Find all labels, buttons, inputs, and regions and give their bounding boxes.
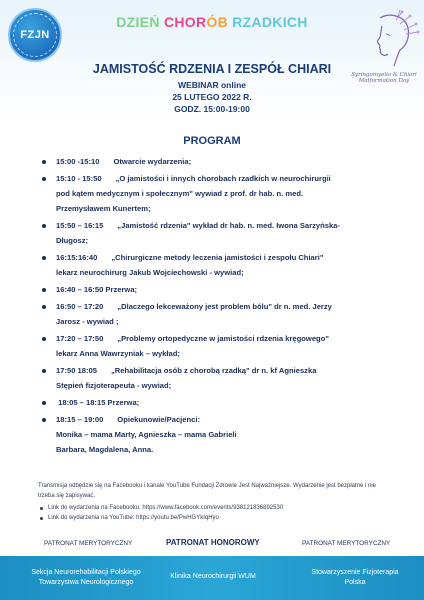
program-text: „Jamistość rdzenia" wykład dr hab. n. med. Iwona Sarzyńska- xyxy=(117,221,340,230)
program-text: „Dlaczego lekceważony jest problem bólu" dr n. med. Jerzy xyxy=(117,302,332,311)
program-time: 17:50 18:05 xyxy=(56,366,97,375)
program-item xyxy=(42,282,402,297)
program-time: 18:05 – 18:15 xyxy=(58,398,106,407)
program-item xyxy=(42,331,402,346)
program-item-cont: pod kątem medycznym i społecznym" wywiad z prof. dr hab. n. med. xyxy=(56,189,304,198)
event-title: JAMISTOŚĆ RDZENIA I ZESPÓŁ CHIARI xyxy=(92,62,332,76)
program-item xyxy=(42,218,402,233)
program-text: „Chirurgiczne metody leczenia jamistości i zespołu Chiari" xyxy=(111,253,324,262)
program-text: „Rehabilitacja osób z chorobą rzadką" dr n. kf Agnieszka xyxy=(110,366,317,375)
program-item-cont: Stępień fizjoterapeuta - wywiad; xyxy=(56,381,172,390)
header-word-3: RZADKICH xyxy=(232,14,308,30)
program-item xyxy=(42,154,402,169)
footer-band xyxy=(0,556,424,600)
program-text: Przerwa; xyxy=(107,398,140,407)
program-time: 16:40 – 16:50 xyxy=(56,285,104,294)
patronat-center: PATRONAT HONOROWY xyxy=(166,538,260,547)
portrait-caption: Syringomyelia & Chiari Malformation Day xyxy=(351,72,417,84)
event-format: WEBINAR online xyxy=(178,80,246,90)
footer-center: Klinika Neurochirurgii WUM xyxy=(170,573,256,580)
program-time: 16:15:16:40 xyxy=(56,253,98,262)
program-time: 17:20 – 17:50 xyxy=(56,334,104,343)
program-time: 15:00 -15:10 xyxy=(56,157,100,166)
footer-left xyxy=(20,568,152,587)
youtube-link[interactable]: Link do wydarzenia na YouTube: https://youtu.be/PwHGYkIqHyo xyxy=(38,513,378,523)
footer-right xyxy=(296,568,414,587)
footer-right-line2: Polska xyxy=(344,578,366,586)
program-item xyxy=(42,363,402,378)
program-item xyxy=(42,412,402,427)
program-time: 15:50 – 16:15 xyxy=(56,221,104,230)
program-time: 18:15 – 19:00 xyxy=(56,415,104,424)
program-time: 15:10 - 15:50 xyxy=(56,174,102,183)
program-time: 16:50 – 17:20 xyxy=(56,302,104,311)
program-text: „Problemy ortopedyczne w jamistości rdzenia kręgowego" xyxy=(117,334,329,343)
program-text: Otwarcie wydarzenia; xyxy=(113,157,192,166)
header-word-1: DZIEŃ xyxy=(116,14,160,30)
program-heading: PROGRAM xyxy=(183,135,241,147)
patronat-left: PATRONAT MERYTORYCZNY xyxy=(44,540,133,547)
program-text: „O jamistości i innych chorobach rzadkich w neurochirurgii xyxy=(115,174,331,183)
program-item xyxy=(42,171,402,186)
info-text: Transmisja odbędzie się na Facebooku i kanale YouTube Fundacji Zdrowie Jest Najważniejsze. Wydarzenie jest bezpłatne i nie trzeba się zapisywać. xyxy=(38,483,377,499)
patronat-right: PATRONAT MERYTORYCZNY xyxy=(302,540,391,547)
info-section xyxy=(38,481,378,523)
program-item xyxy=(42,250,402,265)
info-links xyxy=(38,503,378,523)
footer-left-line1: Sekcja Neurorehabilitacji Polskiego xyxy=(31,569,141,576)
logo-text: FZJN xyxy=(20,29,50,41)
footer-left-line2: Towarzystwa Neurologicznego xyxy=(38,578,134,586)
footer-right-line1: Stowarzyszenie Fizjoterapia xyxy=(311,569,399,576)
facebook-link[interactable]: Link do wydarzenia na Facebooku: https://www.facebook.com/events/938121836892530 xyxy=(38,503,378,513)
header-word-2a: CHOR xyxy=(163,14,207,30)
program-item-cont: Długosz; xyxy=(56,236,89,245)
program-item xyxy=(42,299,402,314)
program-text: Opiekunowie/Pacjenci: xyxy=(117,415,201,424)
program-item-cont: Barbara, Magdalena, Anna. xyxy=(56,445,154,454)
program-item xyxy=(42,395,402,410)
event-time: GODZ. 15:00-19:00 xyxy=(174,104,250,114)
program-item-cont: lekarz neurochirurg Jakub Wojciechowski - wywiad; xyxy=(56,268,244,277)
header-word-2b: ÓB xyxy=(206,14,228,30)
program-text: Przerwa; xyxy=(105,285,138,294)
program-item-cont: Przemysławem Kunertem; xyxy=(56,204,151,213)
program-list xyxy=(42,154,402,459)
program-item-cont: lekarz Anna Wawrzyniak – wykład; xyxy=(56,349,180,358)
event-date: 25 LUTEGO 2022 R. xyxy=(172,92,252,102)
program-item-cont: Jarosz - wywiad ; xyxy=(56,317,119,326)
program-item-cont: Monika – mama Marty, Agnieszka – mama Gabrieli xyxy=(56,430,237,439)
